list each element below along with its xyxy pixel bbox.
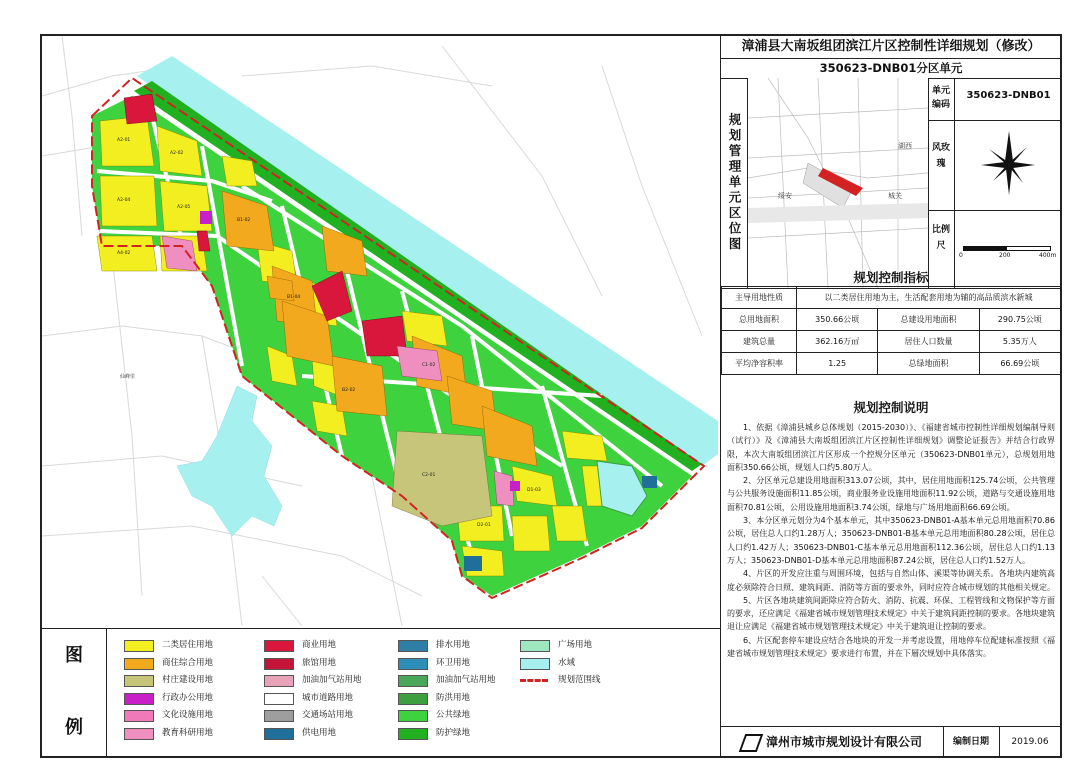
legend-swatch — [398, 693, 428, 705]
unit-code-label: 单元编码 — [931, 86, 950, 110]
legend-label: 防护绿地 — [436, 727, 471, 738]
notes-title: 规划控制说明 — [853, 400, 929, 415]
legend-label: 旅馆用地 — [302, 657, 337, 668]
legend-label: 商业用地 — [302, 640, 337, 650]
map-place-label: 仙峰里 — [120, 374, 136, 380]
legend-label: 商住综合用地 — [162, 657, 214, 668]
ind-value: 1.25 — [797, 353, 878, 375]
legend-swatch — [124, 710, 154, 722]
legend-label: 公共绿地 — [436, 710, 471, 720]
ind-label: 平均净容积率 — [722, 353, 797, 375]
legend-swatch — [124, 658, 154, 670]
unit-code-value: 350623-DNB01 — [966, 90, 1051, 101]
legend-label: 文化设施用地 — [162, 710, 214, 720]
wind-rose-label: 风玫瑰 — [931, 143, 950, 169]
legend-label: 村庄建设用地 — [162, 675, 214, 685]
location-box — [721, 78, 1061, 289]
wind-rose-label-cell — [928, 120, 954, 211]
unit-code-label-cell — [928, 78, 954, 121]
legend-swatch — [264, 640, 294, 652]
ind-value: 362.16万㎡ — [797, 331, 878, 353]
ind-value: 350.66公顷 — [797, 309, 878, 331]
legend-label: 二类居住用地 — [162, 640, 214, 650]
plan-title: 漳浦县大南坂组团滨江片区控制性详细规划（修改） — [721, 36, 1061, 59]
ind-value: 290.75公顷 — [979, 309, 1060, 331]
svg-text:D1-03: D1-03 — [527, 488, 541, 493]
legend-swatch — [520, 658, 550, 670]
indicators-row — [722, 331, 1061, 353]
date-value: 2019.06 — [1011, 737, 1049, 747]
svg-text:A2-02: A2-02 — [170, 151, 184, 156]
date-label: 编制日期 — [943, 727, 1000, 757]
legend-label: 广场用地 — [558, 640, 593, 650]
indicators-row — [722, 353, 1061, 375]
legend — [42, 628, 720, 757]
ind-label: 总用地面积 — [722, 309, 797, 331]
legend-swatch — [124, 675, 154, 687]
note-paragraph: 1、依据《漳浦县城乡总体规划（2015-2030）》、《福建省城市控制性详细规划编制导则（试行）》及《漳浦县大南坂组团滨江片区控制性详细规划》调整论证报告》并结合行政界限，本次大南坂组团滨江片区形成一个控规分区单元（350623-DNB01单元），总规划用地面积350.66公顷，规划人口约5.80万人。 — [727, 423, 1055, 472]
ind-value: 5.35万人 — [979, 331, 1060, 353]
legend-swatch — [264, 658, 294, 670]
minimap-label-1: 湖西 — [898, 142, 912, 150]
legend-swatch — [264, 675, 294, 687]
legend-swatch — [124, 728, 154, 740]
location-vertical-label: 规划管理单元区位图 — [721, 78, 748, 288]
legend-label: 防洪用地 — [436, 692, 471, 703]
legend-label: 加油加气站用地 — [302, 675, 362, 685]
scale-tick-0: 0 — [959, 252, 963, 259]
legend-swatch — [398, 728, 428, 740]
ind-value: 66.69公顷 — [979, 353, 1060, 375]
note-paragraph: 5、片区各地块建筑间距除应符合防火、消防、抗震、环保、工程管线和文物保护等方面的要求，还应满足《福建省城市规划管理技术规定》中关于建筑间距控制的要求。各地块建筑退让应满足《福建省城市规划管理技术规定》中关于建筑退让控制的要求。 — [727, 595, 1055, 632]
unit-code-cell — [954, 78, 1062, 121]
legend-swatch — [264, 710, 294, 722]
scale-label: 比例尺 — [931, 225, 950, 251]
minimap-label-2: 城关 — [888, 192, 902, 200]
legend-title-char-1: 图 — [65, 645, 83, 666]
legend-swatch — [398, 640, 428, 652]
land-use-map[interactable] — [42, 36, 718, 626]
legend-label: 环卫用地 — [436, 657, 471, 668]
info-panel — [720, 36, 1061, 756]
location-minimap[interactable] — [748, 78, 929, 288]
legend-swatch — [264, 728, 294, 740]
legend-swatch — [264, 693, 294, 705]
dominant-label: 主导用地性质 — [722, 287, 797, 309]
svg-text:A2-01: A2-01 — [117, 138, 131, 143]
scale-tick-400: 400m — [1039, 252, 1057, 259]
indicators-table — [721, 286, 1061, 375]
svg-text:A4-02: A4-02 — [117, 251, 131, 256]
svg-text:C1-02: C1-02 — [422, 363, 436, 368]
wind-rose-icon — [955, 120, 1062, 210]
ind-label: 总建设用地面积 — [878, 309, 979, 331]
minimap-label-3: 绥安 — [778, 192, 792, 200]
indicators-dominant-row — [722, 287, 1061, 309]
ind-label: 总绿地面积 — [878, 353, 979, 375]
indicators-title: 规划控制指标 — [853, 270, 929, 285]
legend-label: 城市道路用地 — [302, 692, 354, 703]
org-logo-icon — [739, 734, 764, 752]
note-paragraph: 3、本分区单元划分为4个基本单元，其中350623-DNB01-A基本单元总用地面积70.86公顷，居住总人口约1.28万人；350623-DNB01-B基本单元总用地面积80.28公顷，居住总人口约1.42万人；350623-DNB01-C基本单元总用地面积112.36公顷，居住总人口约1.13万人；350623-DNB01-D基本单元总用地面积87.24公顷，居住总人口约1.52万人。 — [727, 516, 1055, 565]
legend-swatch — [520, 679, 548, 682]
legend-swatch — [520, 640, 550, 652]
wind-rose-cell — [954, 120, 1062, 211]
footer — [721, 726, 1061, 757]
svg-text:D2-01: D2-01 — [477, 523, 491, 528]
org-name-text: 漳州市城市规划设计有限公司 — [765, 735, 922, 749]
legend-label: 行政办公用地 — [162, 692, 214, 703]
legend-title — [42, 629, 107, 757]
ind-label: 居住人口数量 — [878, 331, 979, 353]
svg-text:C2-01: C2-01 — [422, 473, 436, 478]
legend-swatch — [398, 658, 428, 670]
legend-label: 供电用地 — [302, 727, 337, 738]
indicators-row — [722, 309, 1061, 331]
svg-text:B1-02: B1-02 — [237, 218, 251, 223]
svg-text:B2-02: B2-02 — [342, 388, 356, 393]
svg-text:A2-04: A2-04 — [117, 198, 131, 203]
note-paragraph: 2、分区单元总建设用地面积313.07公顷，其中，居住用地面积125.74公顷，公共管理与公共服务设施面积11.85公顷，商业服务业设施用地面积11.92公顷，道路与交通设施用地面积70.81公顷，公用设施用地面积3.74公顷，绿地与广场用地面积66.69公顷。 — [727, 476, 1055, 512]
legend-label: 教育科研用地 — [162, 727, 214, 738]
legend-title-char-2: 例 — [65, 717, 83, 738]
ind-label: 建筑总量 — [722, 331, 797, 353]
village-block — [392, 431, 492, 526]
note-paragraph: 6、片区配套停车建设应结合各地块的开发一并考虑设置，用地停车位配建标准按照《福建省城市规划管理技术规定》要求进行布置，并在下層次规划中具体落实。 — [727, 635, 1055, 659]
svg-text:A2-05: A2-05 — [177, 205, 191, 210]
legend-swatch — [124, 640, 154, 652]
scale-bar — [963, 246, 1051, 251]
svg-text:B1-04: B1-04 — [287, 295, 301, 300]
note-paragraph: 4、片区的开发应注重与周围环境，包括与自然山体、溪渠等协调关系。各地块内建筑高度必须除符合日照、建筑间距、消防等方面的要求外，同时应符合城市规划的其他相关规定。 — [727, 569, 1055, 592]
legend-label: 水域 — [558, 657, 576, 668]
legend-swatch — [398, 675, 428, 687]
legend-label: 交通场站用地 — [302, 710, 354, 720]
scale-tick-200: 200 — [999, 252, 1011, 259]
org-name — [721, 727, 944, 757]
plan-subtitle: 350623-DNB01分区单元 — [721, 58, 1061, 79]
legend-swatch — [398, 710, 428, 722]
legend-label: 排水用地 — [436, 640, 471, 650]
legend-swatch — [124, 693, 154, 705]
notes-body — [727, 421, 1055, 660]
legend-label: 规划范围线 — [558, 675, 601, 685]
legend-label: 加油加气站用地 — [436, 675, 496, 685]
dominant-value: 以二类居住用地为主，生活配套用地为辅的高品质滨水新城 — [797, 287, 1061, 309]
